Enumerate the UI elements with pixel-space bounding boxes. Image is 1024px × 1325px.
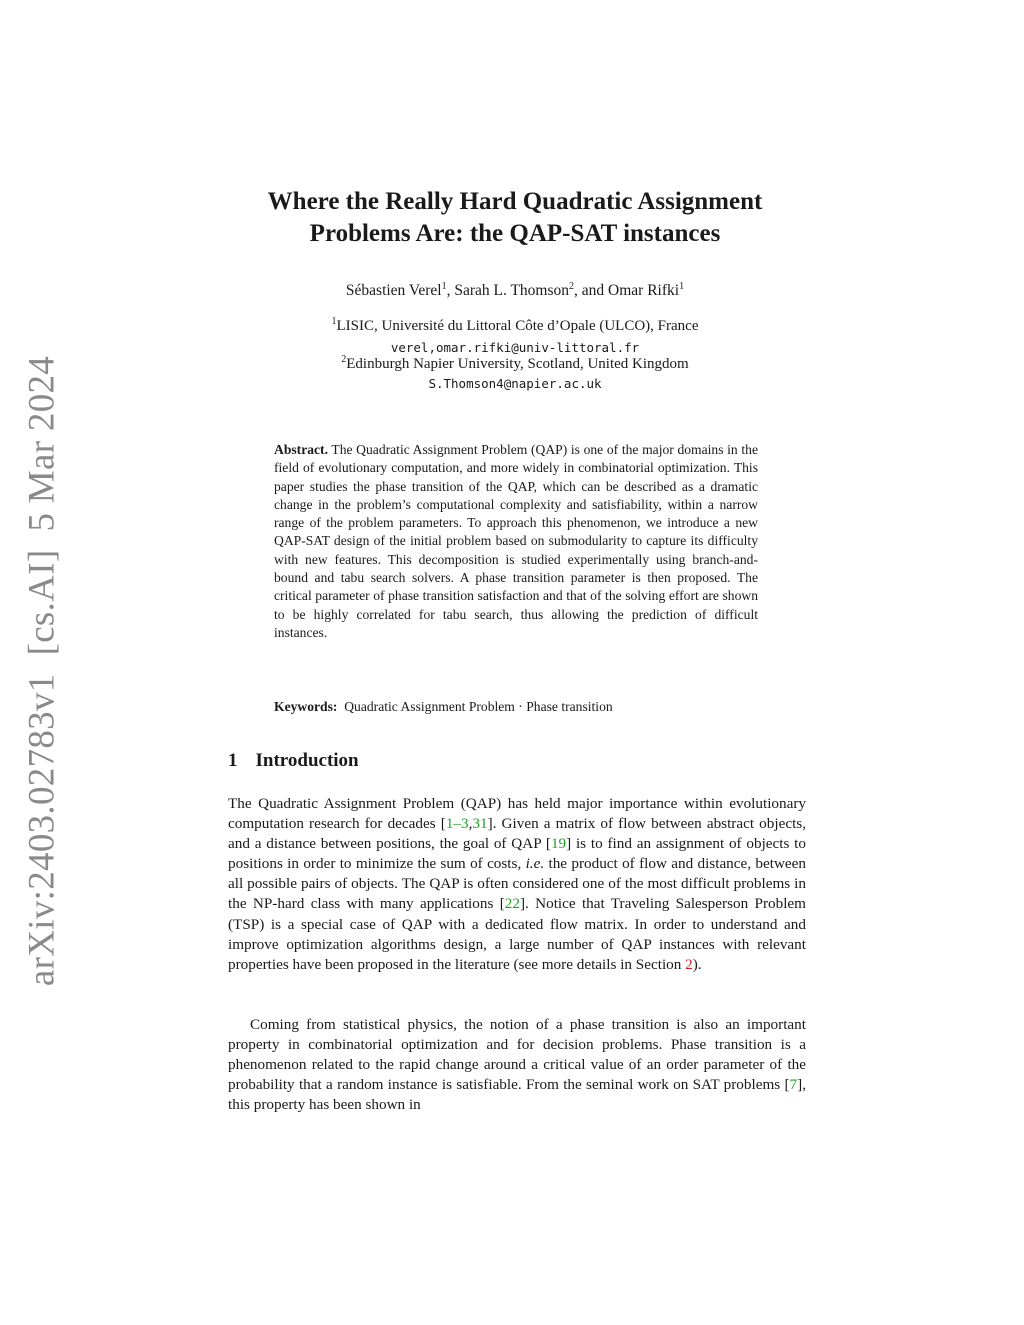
text-run: Coming from statistical physics, the notion of a phase transition is also an important property in combinatorial optimization and for decision problems. Phase transition is a phenomenon related to the rapid change around a critical value of an order parameter of the probability that a random instance is satisfiable. From the seminal work on SAT problems [ [228,1016,806,1094]
affil-mark: 1 [331,316,337,327]
affiliation-2-email[interactable]: S.Thomson4@napier.ac.uk [428,376,602,391]
text-run: , [468,815,473,833]
abstract-text: The Quadratic Assignment Problem (QAP) is one of the major domains in the field of evolutionary computation, and more widely in combinatorial optimization. This paper studies the phase transition of the QAP, which can be described as a dramatic change in the problem’s computational complexity and satisfiability, within a narrow range of the problem parameters. To approach this phenomenon, we introduce a new QAP-SAT design of the initial problem based on submodularity to capture its difficulty with new features. This decomposition is studied experimentally using branch-and-bound and tabu search solvers. A phase transition parameter is then proposed. The critical parameter of phase transition satisfaction and that of the solving effort are shown to be highly correlated for tabu search, thus allowing the prediction of difficult instances. [274,442,758,640]
text-run: ] is to find an assignment of objects to positions in order to minimize the sum of costs, [228,835,806,873]
citation-link[interactable]: 22 [504,895,520,913]
abstract [274,441,758,642]
author-separator: , and [574,282,609,299]
text-run: ]. Given a matrix of flow between abstract objects, and a distance between positions, the goal of QAP [ [228,815,806,853]
affiliation-1-email[interactable]: verel,omar.rifki@univ-littoral.fr [390,340,640,355]
arxiv-side-stamp [21,338,64,986]
paper-title [180,186,850,250]
author-affil-mark: 1 [679,280,685,292]
text-run: ]. Notice that Traveling Salesperson Problem (TSP) is a special case of QAP with a dedicated flow matrix. In order to understand and improve optimization algorithms design, a large number of QAP instances with relevant properties have been proposed in the literature (see more details in Section [228,895,806,973]
section-title: Introduction [255,750,359,771]
citation-link[interactable]: 19 [550,835,567,853]
affiliation-1 [180,318,850,335]
keywords-label: Keywords: [274,699,338,714]
keywords [274,699,758,715]
keywords-text: Quadratic Assignment Problem · Phase transition [344,699,613,714]
affil-name: LISIC, Université du Littoral Côte d’Opale (ULCO), France [336,318,699,334]
citation-link[interactable]: 31 [472,815,488,833]
author-separator: , [446,282,455,299]
author-name: Sarah L. Thomson [454,282,570,299]
section-number: 1 [228,750,238,771]
arxiv-id[interactable]: arXiv:2403.02783v1 [21,673,63,987]
text-run: the product of flow and distance, between all possible pairs of objects. The QAP is often considered one of the most difficult problems in the NP-hard class with many applications [ [228,855,806,913]
intro-paragraph-1 [228,794,806,975]
author-list [180,282,850,300]
author-affil-mark: 1 [441,280,447,292]
abstract-label: Abstract. [274,442,328,457]
author-name: Omar Rifki [608,282,680,299]
section-reference-link[interactable]: 2 [685,955,693,973]
citation-link[interactable]: 1–3 [445,815,469,833]
affiliation-2 [180,356,850,373]
text-run: ], this property has been shown in [228,1076,806,1114]
title-line-1: Where the Really Hard Quadratic Assignment [267,188,763,215]
author-affil-mark: 2 [569,280,575,292]
title-line-2: Problems Are: the QAP-SAT instances [309,220,721,247]
citation-link[interactable]: 7 [789,1076,798,1094]
arxiv-category: [cs.AI] [21,549,63,656]
affil-mark: 2 [341,354,347,365]
section-heading [228,750,359,772]
author-name: Sébastien Verel [345,282,442,299]
text-run-italic: i.e. [525,855,545,873]
arxiv-date: 5 Mar 2024 [21,355,63,532]
text-run: The Quadratic Assignment Problem (QAP) has held major importance within evolutionary computation research for decades [ [228,795,806,833]
text-run: ). [692,955,702,973]
affil-name: Edinburgh Napier University, Scotland, United Kingdom [346,356,689,372]
intro-paragraph-2 [228,1015,806,1115]
